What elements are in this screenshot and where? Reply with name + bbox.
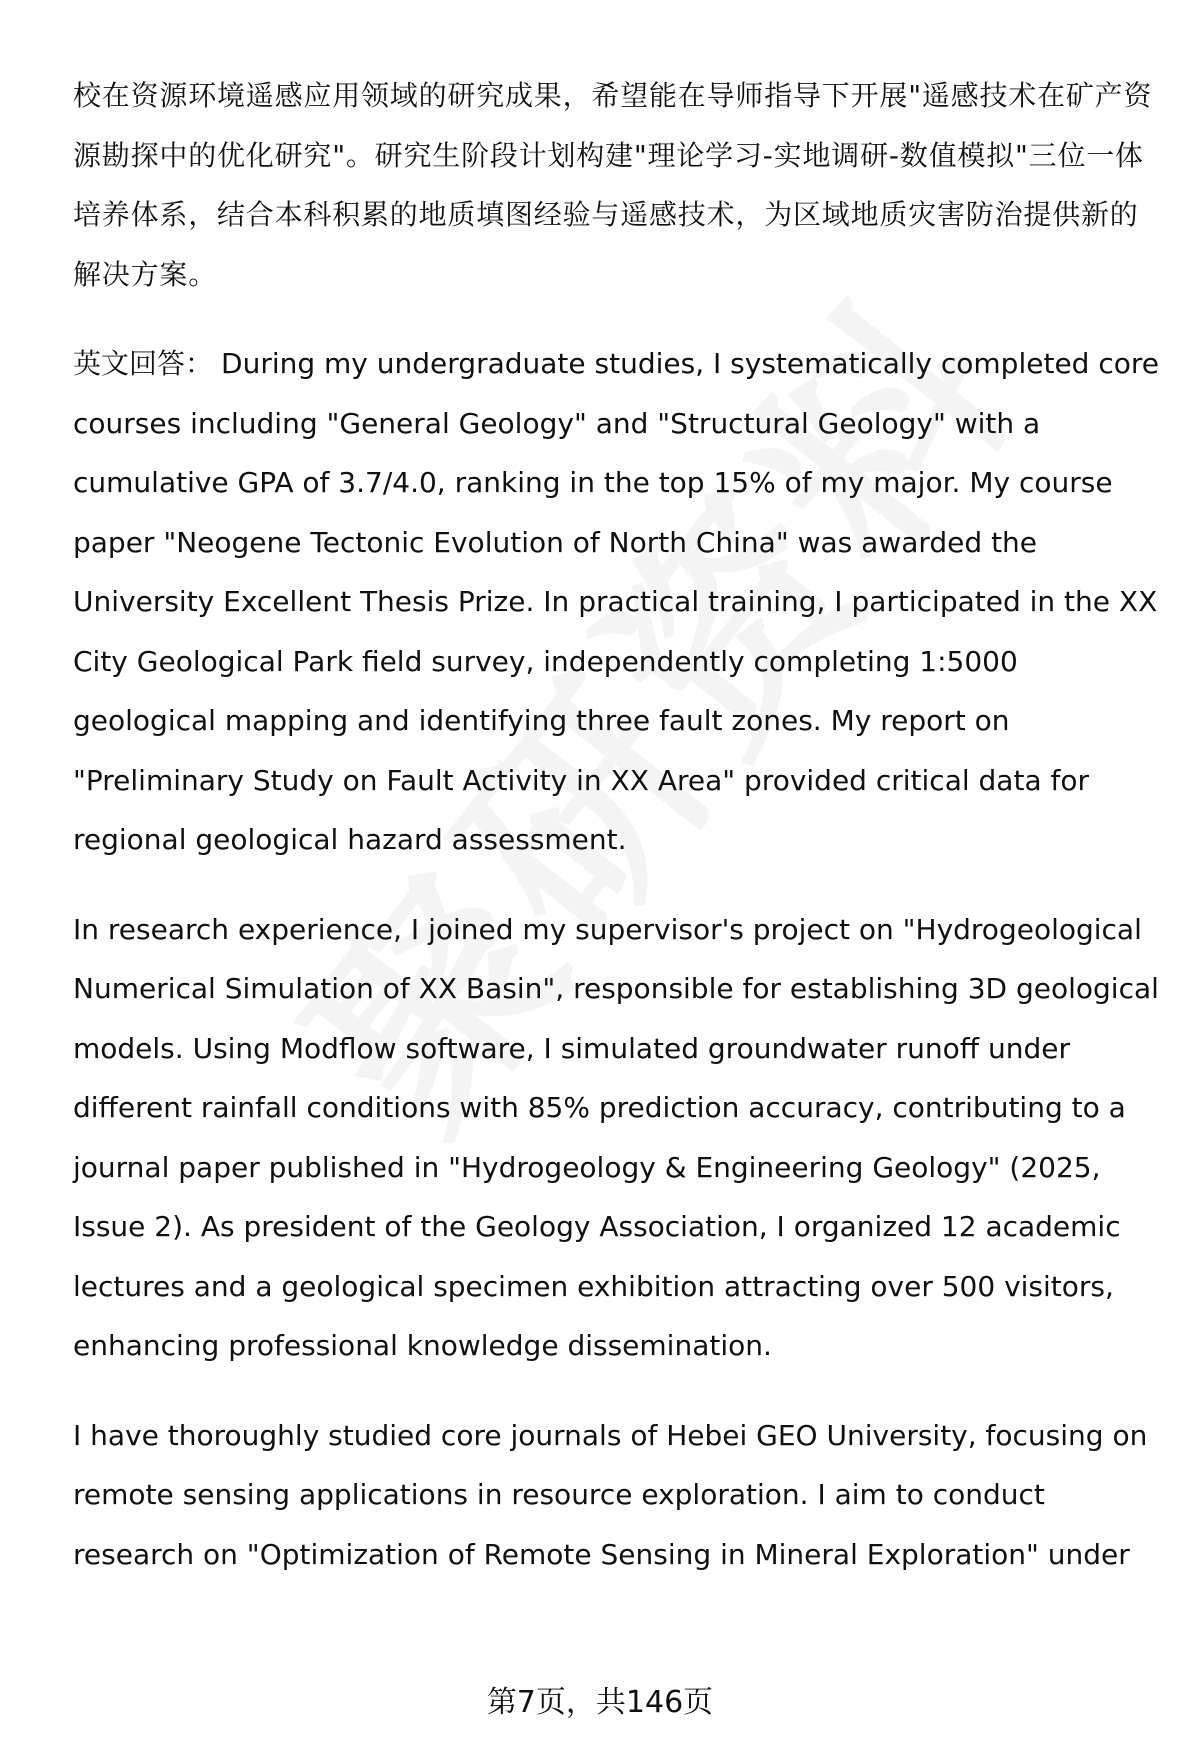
paragraph-research-plan: I have thoroughly studied core journals of Hebei GEO University, focusing on remote sensing applications in resource exploration. I aim to conduct research on "Optimization of Remote Sensing in Mineral Exploration" under [73, 1418, 1148, 1571]
paragraph-research-experience: In research experience, I joined my supervisor's project on "Hydrogeological Numerical Simulation of XX Basin", responsible for establishing 3D geological models. Using Modflow software, I simulated groundwater runoff under different rainfall conditions with 85% prediction accuracy, contributing to a journal paper published in "Hydrogeology & Engineering Geology" (2025, Issue 2). As president of the Geology Association, I organized 12 academic lectures and a geological specimen exhibition attracting over 500 visitors, enhancing professional knowledge dissemination. [73, 912, 1159, 1362]
paragraph-text: During my undergraduate studies, I systematically completed core courses including "General Geology" and "Structural Geology" with a cumulative GPA of 3.7/4.0, ranking in the top 15% of my major. My course paper "Neogene Tectonic Evolution of North China" was awarded the University Excellent Thesis Prize. In practical training, I participated in the XX City Geological Park field survey, independently completing 1:5000 geological mapping and identifying three fault zones. My report on "Preliminary Study on Fault Activity in XX Area" provided critical data for regional geological hazard assessment. [73, 347, 1159, 856]
document-page [73, 66, 1163, 1614]
paragraph-english-answer-intro [73, 334, 1163, 870]
paragraph-chinese-answer: 校在资源环境遥感应用领域的研究成果，希望能在导师指导下开展"遥感技术在矿产资源勘探中的优化研究"。研究生阶段计划构建"理论学习-实地调研-数值模拟"三位一体培养体系，结合本科积累的地质填图经验与遥感技术，为区域地质灾害防治提供新的解决方案。 [73, 79, 1153, 291]
english-answer-label: 英文回答： [73, 347, 214, 380]
page-number-footer: 第7页，共146页 [486, 1685, 714, 1720]
